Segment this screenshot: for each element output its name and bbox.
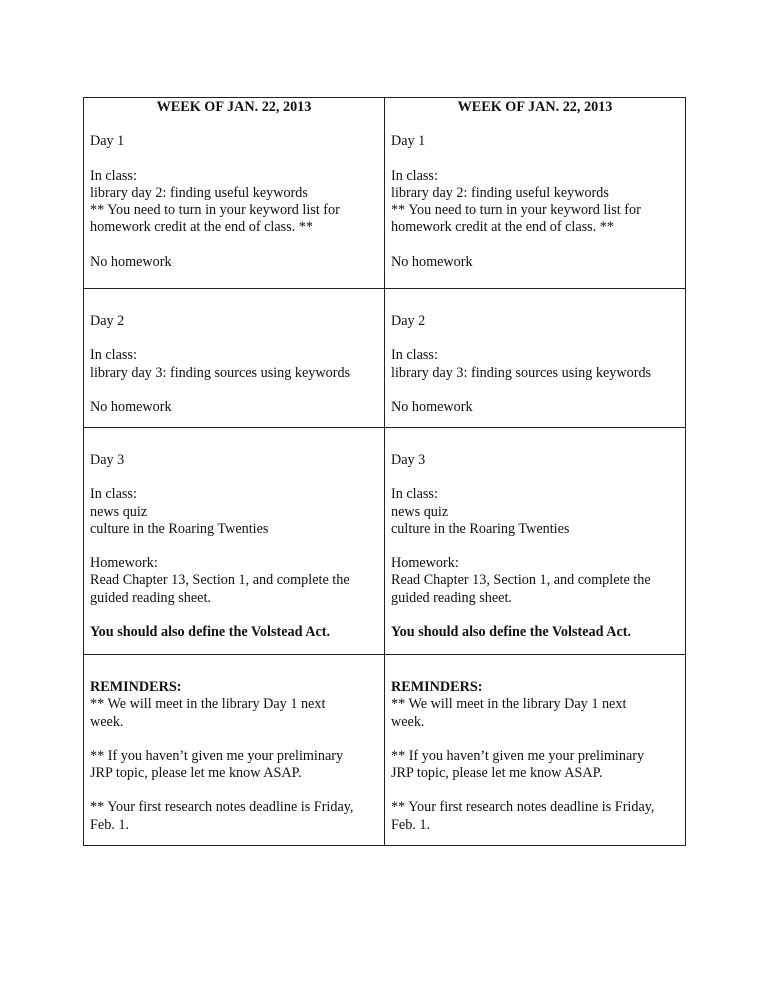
- homework-text: No homework: [90, 398, 172, 415]
- class-activity: library day 3: finding sources using keywords: [90, 364, 351, 381]
- week-title: WEEK OF JAN. 22, 2013: [156, 99, 312, 115]
- in-class-label: In class:: [90, 167, 137, 184]
- week-title: WEEK OF JAN. 22, 2013: [457, 99, 613, 115]
- homework-text: guided reading sheet.: [391, 589, 512, 606]
- in-class-label: In class:: [391, 167, 438, 184]
- class-activity: news quiz: [90, 503, 148, 520]
- reminder-item: JRP topic, please let me know ASAP.: [391, 765, 603, 782]
- class-note: homework credit at the end of class. **: [90, 219, 313, 236]
- homework-text: No homework: [90, 253, 172, 270]
- class-activity: news quiz: [391, 503, 449, 520]
- day-label: Day 3: [391, 452, 426, 468]
- reminder-item: JRP topic, please let me know ASAP.: [90, 765, 302, 782]
- day-label: Day 2: [391, 313, 426, 329]
- homework-text: No homework: [391, 398, 473, 415]
- day3-row: [84, 428, 686, 655]
- class-activity: library day 3: finding sources using keywords: [391, 364, 652, 381]
- day1-cell-left: [84, 98, 385, 289]
- day2-cell-left: [84, 289, 385, 428]
- day1-row: [84, 98, 686, 289]
- day-label: Day 3: [90, 452, 125, 468]
- reminders-heading: REMINDERS:: [391, 679, 483, 695]
- homework-text: guided reading sheet.: [90, 589, 211, 606]
- reminders-row: [84, 655, 686, 846]
- day2-cell-right: [385, 289, 686, 428]
- homework-text: Read Chapter 13, Section 1, and complete the: [391, 572, 651, 589]
- day-label: Day 2: [90, 313, 125, 329]
- homework-text: No homework: [391, 253, 473, 270]
- class-note: homework credit at the end of class. **: [391, 219, 614, 236]
- reminder-item: ** We will meet in the library Day 1 next: [391, 696, 627, 713]
- class-activity: culture in the Roaring Twenties: [391, 520, 570, 537]
- in-class-label: In class:: [90, 486, 137, 503]
- homework-label: Homework:: [90, 555, 158, 572]
- class-note: ** You need to turn in your keyword list for: [391, 202, 641, 219]
- reminder-item: week.: [90, 713, 124, 730]
- reminder-item: week.: [391, 713, 425, 730]
- day-label: Day 1: [391, 133, 426, 150]
- reminders-cell-left: [84, 655, 385, 846]
- reminders-heading: REMINDERS:: [90, 679, 182, 695]
- day1-cell-right: [385, 98, 686, 289]
- class-activity: culture in the Roaring Twenties: [90, 520, 269, 537]
- in-class-label: In class:: [90, 347, 137, 364]
- day-label: Day 1: [90, 133, 125, 150]
- homework-label: Homework:: [391, 555, 459, 572]
- homework-text: Read Chapter 13, Section 1, and complete the: [90, 572, 350, 589]
- in-class-label: In class:: [391, 347, 438, 364]
- class-activity: library day 2: finding useful keywords: [90, 184, 308, 201]
- day2-row: [84, 289, 686, 428]
- reminder-item: ** Your first research notes deadline is Friday,: [391, 799, 655, 816]
- homework-note: You should also define the Volstead Act.: [90, 624, 331, 641]
- reminder-item: Feb. 1.: [90, 816, 130, 833]
- reminder-item: Feb. 1.: [391, 816, 431, 833]
- reminder-item: ** Your first research notes deadline is Friday,: [90, 799, 354, 816]
- reminder-item: ** We will meet in the library Day 1 next: [90, 696, 326, 713]
- day3-cell-left: [84, 428, 385, 655]
- in-class-label: In class:: [391, 486, 438, 503]
- homework-note: You should also define the Volstead Act.: [391, 624, 632, 641]
- reminder-item: ** If you haven’t given me your preliminary: [90, 747, 344, 764]
- reminders-cell-right: [385, 655, 686, 846]
- weekly-schedule-table: [83, 97, 686, 846]
- reminder-item: ** If you haven’t given me your preliminary: [391, 747, 645, 764]
- day3-cell-right: [385, 428, 686, 655]
- class-activity: library day 2: finding useful keywords: [391, 184, 609, 201]
- class-note: ** You need to turn in your keyword list for: [90, 202, 340, 219]
